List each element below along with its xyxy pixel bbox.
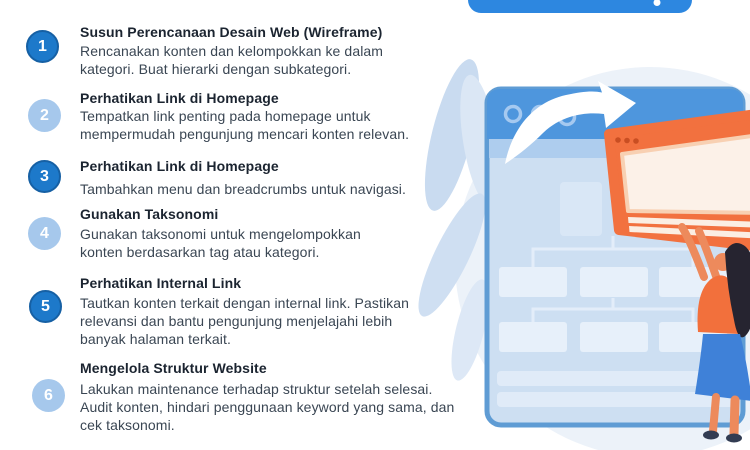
step-description: Tautkan konten terkait dengan internal link. Pastikan relevansi dan bantu pengunjung menjelajahi lebih banyak halaman terkait. [80,295,410,347]
step-title: Gunakan Taksonomi [80,206,219,222]
step-description: Tempatkan link penting pada homepage untuk mempermudah pengunjung mencari konten relevan. [80,108,410,142]
step-title: Susun Perencanaan Desain Web (Wireframe) [80,24,383,40]
step-number-badge: 3 [28,160,61,193]
step-description: Rencanakan konten dan kelompokkan ke dalam kategori. Buat hierarki dengan subkategori. [80,43,384,77]
step-description: Tambahkan menu dan breadcrumbs untuk navigasi. [80,181,407,197]
person-leg [734,400,735,434]
step-title: Perhatikan Internal Link [80,275,242,291]
step-number-badge: 1 [26,30,59,63]
person-leg [713,397,716,431]
step-number-badge: 2 [28,99,61,132]
step-title: Mengelola Struktur Website [80,360,267,376]
step-title: Perhatikan Link di Homepage [80,90,279,106]
step-description: Lakukan maintenance terhadap struktur setelah selesai. Audit konten, hindari penggunaan keyword yang sama, dan cek taksonomi. [80,381,455,433]
step-number-badge: 6 [32,379,65,412]
person-skirt [695,334,750,401]
step-number-badge: 5 [29,290,62,323]
cta-button[interactable] [468,0,692,13]
step-title: Perhatikan Link di Homepage [80,158,279,174]
step-description: Gunakan taksonomi untuk mengelompokkan konten berdasarkan tag atau kategori. [80,226,361,260]
step-number-badge: 4 [28,217,61,250]
person-shoe [726,434,742,443]
person-shoe [703,431,719,440]
